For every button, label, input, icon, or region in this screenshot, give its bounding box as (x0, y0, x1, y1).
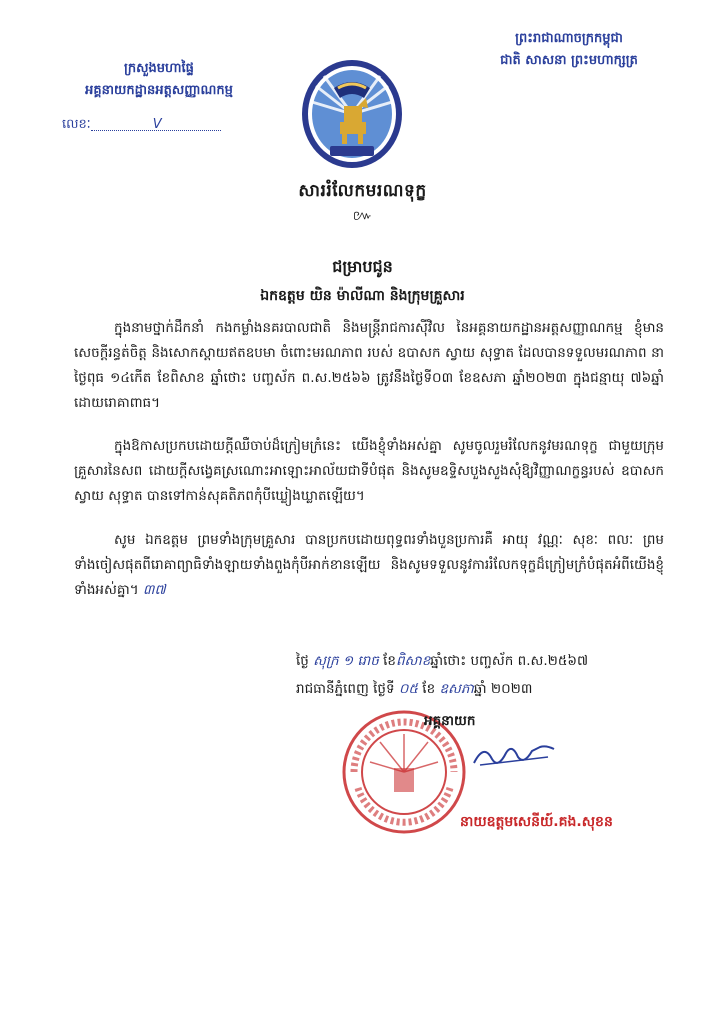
lunar-suffix: ឆ្នាំថោះ បញ្ចស័ក ព.ស.២៥៦៧ (430, 653, 589, 669)
lunar-month-handwritten: ពិសាខ (395, 653, 431, 669)
identification-department-logo-icon (300, 58, 404, 170)
paragraph-1: ក្នុងនាមថ្នាក់ដឹកនាំ កងកម្លាំងនគរបាលជាតិ និងមន្ត្រីរាជការស៊ីវិល នៃអគ្គនាយកដ្ឋានអត្តសញ្ញាណកម្ម ខ្ញុំមានសេចក្តីរន្ធត់ចិត្ត និងសោកស្តាយឥតឧបមា ចំពោះមរណភាព របស់ ឧបាសក ស្វាយ សុទ្ធាត ដែលបានទទួលមរណភាព នាថ្ងៃពុធ ១៤កើត ខែពិសាខ ឆ្នាំថោះ បញ្ចស័ក ព.ស.២៥៦៦ ត្រូវនឹងថ្ងៃទី០៣ ខែឧសភា ឆ្នាំ២០២៣ ក្នុងជន្មាយុ ៧៦ឆ្នាំ ដោយរោគាពាធ។ (74, 320, 664, 411)
solar-month-handwritten: ឧសភា (439, 681, 474, 697)
solar-prefix: រាជធានីភ្នំពេញ ថ្ងៃទី (296, 681, 395, 697)
kingdom-line-2: ជាតិ សាសនា ព្រះមហាក្សត្រ (500, 53, 638, 68)
solar-suffix: ឆ្នាំ ២០២៣ (473, 681, 533, 697)
solar-month-label: ខែ (422, 681, 436, 697)
ministry-line-1: ក្រសួងមហាផ្ទៃ (124, 61, 194, 76)
solar-date (296, 680, 532, 700)
reference-number (62, 116, 221, 135)
paragraph-3-mark: ៣៧ (142, 582, 166, 598)
addressee: ឯកឧត្តម យិន ម៉ាលីណា និងក្រុមគ្រួសារ (260, 288, 465, 304)
lunar-month-label: ខែ (383, 653, 396, 669)
lunar-date (296, 652, 588, 672)
ministry-line-2: អគ្គនាយកដ្ឋានអត្តសញ្ញាណកម្ម (85, 83, 233, 98)
paragraph-2: ក្នុងឱកាសប្រកបដោយក្តីឈឺចាប់ដ៏ក្រៀមក្រំនេះ យើងខ្ញុំទាំងអស់គ្នា សូមចូលរួមរំលែកនូវមរណទុក្ខ ជាមួយក្រុមគ្រួសារនៃសព ដោយក្តីសង្វេគស្រណោះអាឡោះអាល័យជាទីបំផុត និងសូមឧទ្ទិសបួងសួងសុំឱ្យវិញ្ញាណក្ខន្ធរបស់ ឧបាសក ស្វាយ សុទ្ធាត បានទៅកាន់សុគតិភពកុំបីឃ្លៀងឃ្លាតឡើយ។ (74, 438, 664, 504)
title-ornament: ៚ (352, 208, 373, 224)
lunar-prefix: ថ្ងៃ (296, 653, 309, 669)
reference-mark: V (152, 117, 162, 132)
ministry-heading (44, 58, 274, 102)
paragraph-3 (74, 528, 664, 603)
kingdom-heading (459, 28, 679, 72)
salutation: ជម្រាបជូន (332, 257, 393, 276)
signer-name: នាយឧត្តមសេនីយ៍.គង.សុខន (460, 814, 613, 830)
paragraph-3-text: សូម ឯកឧត្តម ព្រមទាំងក្រុមគ្រួសារ បានប្រកបដោយពុទ្ធពរទាំងបួនប្រការគឺ អាយុ វណ្ណៈ សុខៈ ពលៈ ព្រមទាំងចៀសផុតពីរោគាព្យាធិទាំងឡាយទាំងពួងកុំបីអាក់ខានឡើយ និងសូមទទួលនូវការរំលែកទុក្ខដ៏ក្រៀមក្រំបំផុតអំពីយើងខ្ញុំទាំងអស់គ្នា។ (74, 532, 664, 598)
kingdom-line-1: ព្រះរាជាណាចក្រកម្ពុជា (515, 31, 623, 46)
document-title: សាររំលែកមរណទុក្ខ (298, 181, 427, 201)
solar-day-handwritten: ០៥ (398, 681, 418, 697)
director-general-title: អគ្គនាយក (424, 713, 476, 729)
reference-label: លេខៈ (62, 117, 91, 132)
handwritten-signature-icon (470, 735, 560, 775)
lunar-day-handwritten: សុក្រ ១ រោច (313, 653, 379, 669)
reference-dots (91, 117, 221, 131)
